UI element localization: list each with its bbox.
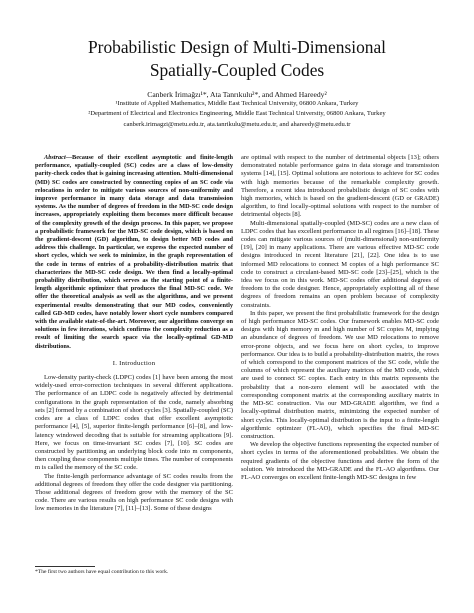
author-emails: canberk.irimagzi@metu.edu.tr, ata.tanrikulu@metu.edu.tr, and ahareedy@metu.edu.tr [123,121,351,128]
affiliation-2: ²Department of Electrical and Electronics Engineering, Middle East Technical University, 06800 Ankara, Turkey [88,110,386,117]
section-heading-introduction: I. Introduction [112,359,156,367]
paper-title-line1: Probabilistic Design of Multi-Dimensional [87,37,387,57]
intro-paragraph-6: We develop the objective functions representing the expected number of short cycles in terms of the aforementioned probabilities. We obtain the required gradients of the objective functions and derive the form of the solution. We introduced the MD-GRADE and the FL-AO algorithms. Our FL-AO converges on excellent finite-length MD-SC designs in few [241,441,439,481]
intro-paragraph-1: Low-density parity-check (LDPC) codes [1] have been among the most widely-used error-correction techniques in several different applications. The performance of an LDPC code is negatively affected by detrimental configurations in the graph representation of the code, namely absorbing sets [2] formed by a combination of short cycles [3]. Spatially-coupled (SC) codes are a class of LDPC codes that offer excellent asymptotic performance [4], [5], superior finite-length performance [6]–[8], and low-latency windowed decoding that is suitable for streaming applications [9]. Here, we focus on time-invariant SC codes [7], [10]. SC codes are constructed by partitioning an underlying block code into m components, then coupling these components multiple times. The number of components m is called the memory of the SC code. [35,374,233,472]
paper-title-line2: Spatially-Coupled Codes [149,60,325,80]
abstract [35,154,233,351]
intro-paragraph-3: are optimal with respect to the number of detrimental objects [13]; others demonstrated notable performance gains in data storage and transmission systems [14], [15]. Optimal solutions are notorious to achieve for SC codes with high memories because of the remarkable complexity growth. Therefore, a recent idea introduced probabilistic design of SC codes with high memories, which is based on the gradient-descent (GD or GRADE) algorithm, to find locally-optimal solutions with respect to the number of detrimental objects [8]. [241,154,439,219]
intro-paragraph-2: The finite-length performance advantage of SC codes results from the additional degrees of freedom they offer the code designer via partitioning. Those additional degrees of freedom grow with the memory of the SC code. There are various results on high performance SC code designs with low memories in the literature [7], [11]–[13]. Some of these designs [35,472,233,513]
right-column [241,154,439,482]
footnote-divider [35,566,95,567]
footnote: *The first two authors have equal contribution to this work. [35,569,169,575]
left-column [35,154,233,514]
abstract-heading: Abstract [44,154,66,161]
affiliation-1: ¹Institute of Applied Mathematics, Middle East Technical University, 06800 Ankara, Turkey [115,100,359,107]
author-list: Canberk İrimağzı¹*, Ata Tanrıkulu²*, and Ahmed Hareedy² [147,90,327,99]
intro-paragraph-5: In this paper, we present the first probabilistic framework for the design of high performance MD-SC codes. Our framework enables MD-SC code designs with high memory m and high number of SC copies M, implying an abundance of degrees of freedom. We use MD relocations to remove error-prone objects, and we focus here on short cycles, to improve performance. Our idea is to build a probability-distribution matrix, the rows of which correspond to the component matrices of the SC code, while the columns of which represent the auxiliary matrices of the MD code, which are used to connect SC copies. Each entry in this matrix represents the probability that a non-zero element will be associated with the corresponding component matrix at the corresponding auxiliary matrix in the MD-SC construction. Via our MD-GRADE algorithm, we find a locally-optimal distribution matrix, minimizing the expected number of short cycles. This locally-optimal distribution is the input to a finite-length algorithmic optimizer (FL-AO), which specifies the final MD-SC construction. [241,309,439,440]
abstract-text: —Because of their excellent asymptotic and finite-length performance, spatially-coupled (SC) codes are a class of low-density parity-check codes that is gaining increasing attention. Multi-dimensional (MD) SC codes are constructed by connecting copies of an SC code via relocations in order to mitigate various sources of non-uniformity and improve performance in many data storage and data transmission systems. As the number of degrees of freedom in the MD-SC code design increases, appropriately exploiting them becomes more difficult because of the complexity growth of the design process. In this paper, we propose a probabilistic framework for the MD-SC code design, which is based on the gradient-descent (GD) algorithm, to design better MD codes and address this challenge. In particular, we express the expected number of short cycles, which we seek to minimize, in the graph representation of the code in terms of entries of a probability-distribution matrix that characterizes the MD-SC code design. We then find a locally-optimal probability distribution, which serves as the starting point of a finite-length algorithmic optimizer that produces the final MD-SC code. We offer the theoretical analysis as well as the algorithms, and we present experimental results demonstrating that our MD codes, conveniently called GD-MD codes, have notably lower short cycle numbers compared with the available state-of-the-art. Moreover, our algorithms converge on solutions in few iterations, which confirms the complexity reduction as a result of limiting the search space via the locally-optimal GD-MD distributions. [35,154,233,350]
intro-paragraph-4: Multi-dimensional spatially-coupled (MD-SC) codes are a new class of LDPC codes that has excellent performance in all regimes [16]–[18]. These codes can mitigate various sources of (multi-dimensional) non-uniformity [19], [20] in many applications. There are various effective MD-SC code designs introduced in recent literature [21], [22]. One idea is to use informed MD relocations to connect M copies of a high performance SC code to construct a circulant-based MD-SC code [23]–[25], which is the idea we focus on in this work. MD-SC codes offer additional degrees of freedom to the code designer. Hence, appropriately exploiting all of these degrees of freedom remains an open problem because of complexity constraints. [241,219,439,309]
